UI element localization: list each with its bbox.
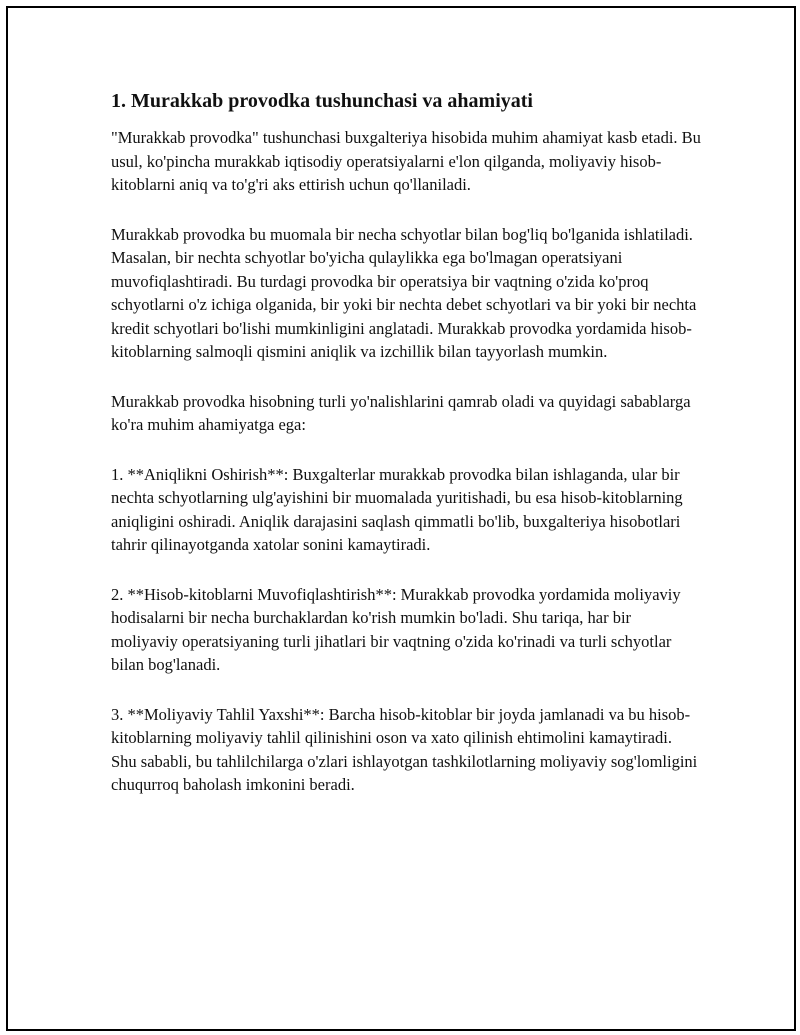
paragraph-intro: "Murakkab provodka" tushunchasi buxgalteriya hisobida muhim ahamiyat kasb etadi. Bu usul, ko'pincha murakkab iqtisodiy operatsiyalarni e'lon qilganda, moliyaviy hisob-kitoblarni aniq va to'g'ri aks ettirish uchun qo'llaniladi. [111, 128, 701, 194]
list-item-analysis: 3. **Moliyaviy Tahlil Yaxshi**: Barcha hisob-kitoblar bir joyda jamlanadi va bu hisob-kitoblarning moliyaviy tahlil qilinishini oson va xato qilinish ehtimolini kamaytiradi. Shu sababli, bu tahlilchilarga o'zlari ishlayotgan tashkilotlarning moliyaviy sog'lomligini chuqurroq baholash imkonini beradi. [111, 704, 698, 794]
paragraph-usage: Murakkab provodka bu muomala bir necha schyotlar bilan bog'liq bo'lganida ishlatiladi. Masalan, bir nechta schyotlar bo'yicha qulaylikka ega bo'lmagan operatsiyani muvofiqlashtiradi. Bu turdagi provodka bir operatsiya bir vaqtning o'zida ko'proq schyotlarni o'z ichiga olganida, bir yoki bir nechta debet schyotlari va bir yoki bir nechta kredit schyotlari bo'lishi mumkinligini anglatadi. Murakkab provodka yordamida hisob-kitoblarning salmoqli qismini aniqlik va izchillik bilan tayyorlash mumkin. [111, 224, 697, 361]
paragraph-reasons-intro: Murakkab provodka hisobning turli yo'nalishlarini qamrab oladi va quyidagi sabablarga ko'ra muhim ahamiyatga ega: [111, 391, 691, 434]
document-body [111, 88, 701, 823]
list-item-coordination: 2. **Hisob-kitoblarni Muvofiqlashtirish**: Murakkab provodka yordamida moliyaviy hodisalarni bir necha burchaklardan ko'rish mumkin bo'ladi. Shu tariqa, har bir moliyaviy operatsiyaning turli jihatlari bir vaqtning o'zida ko'rinadi va turli schyotlar bilan bog'lanadi. [111, 584, 681, 674]
section-heading: 1. Murakkab provodka tushunchasi va ahamiyati [111, 90, 533, 112]
list-item-accuracy: 1. **Aniqlikni Oshirish**: Buxgalterlar murakkab provodka bilan ishlaganda, ular bir nechta schyotlarning ulg'ayishini bir muomalada yuritishadi, bu esa hisob-kitoblarning aniqligini oshiradi. Aniqlik darajasini saqlash qimmatli bo'lib, buxgalteriya hisobotlari tahrir qilinayotganda xatolar sonini kamaytiradi. [111, 464, 683, 554]
